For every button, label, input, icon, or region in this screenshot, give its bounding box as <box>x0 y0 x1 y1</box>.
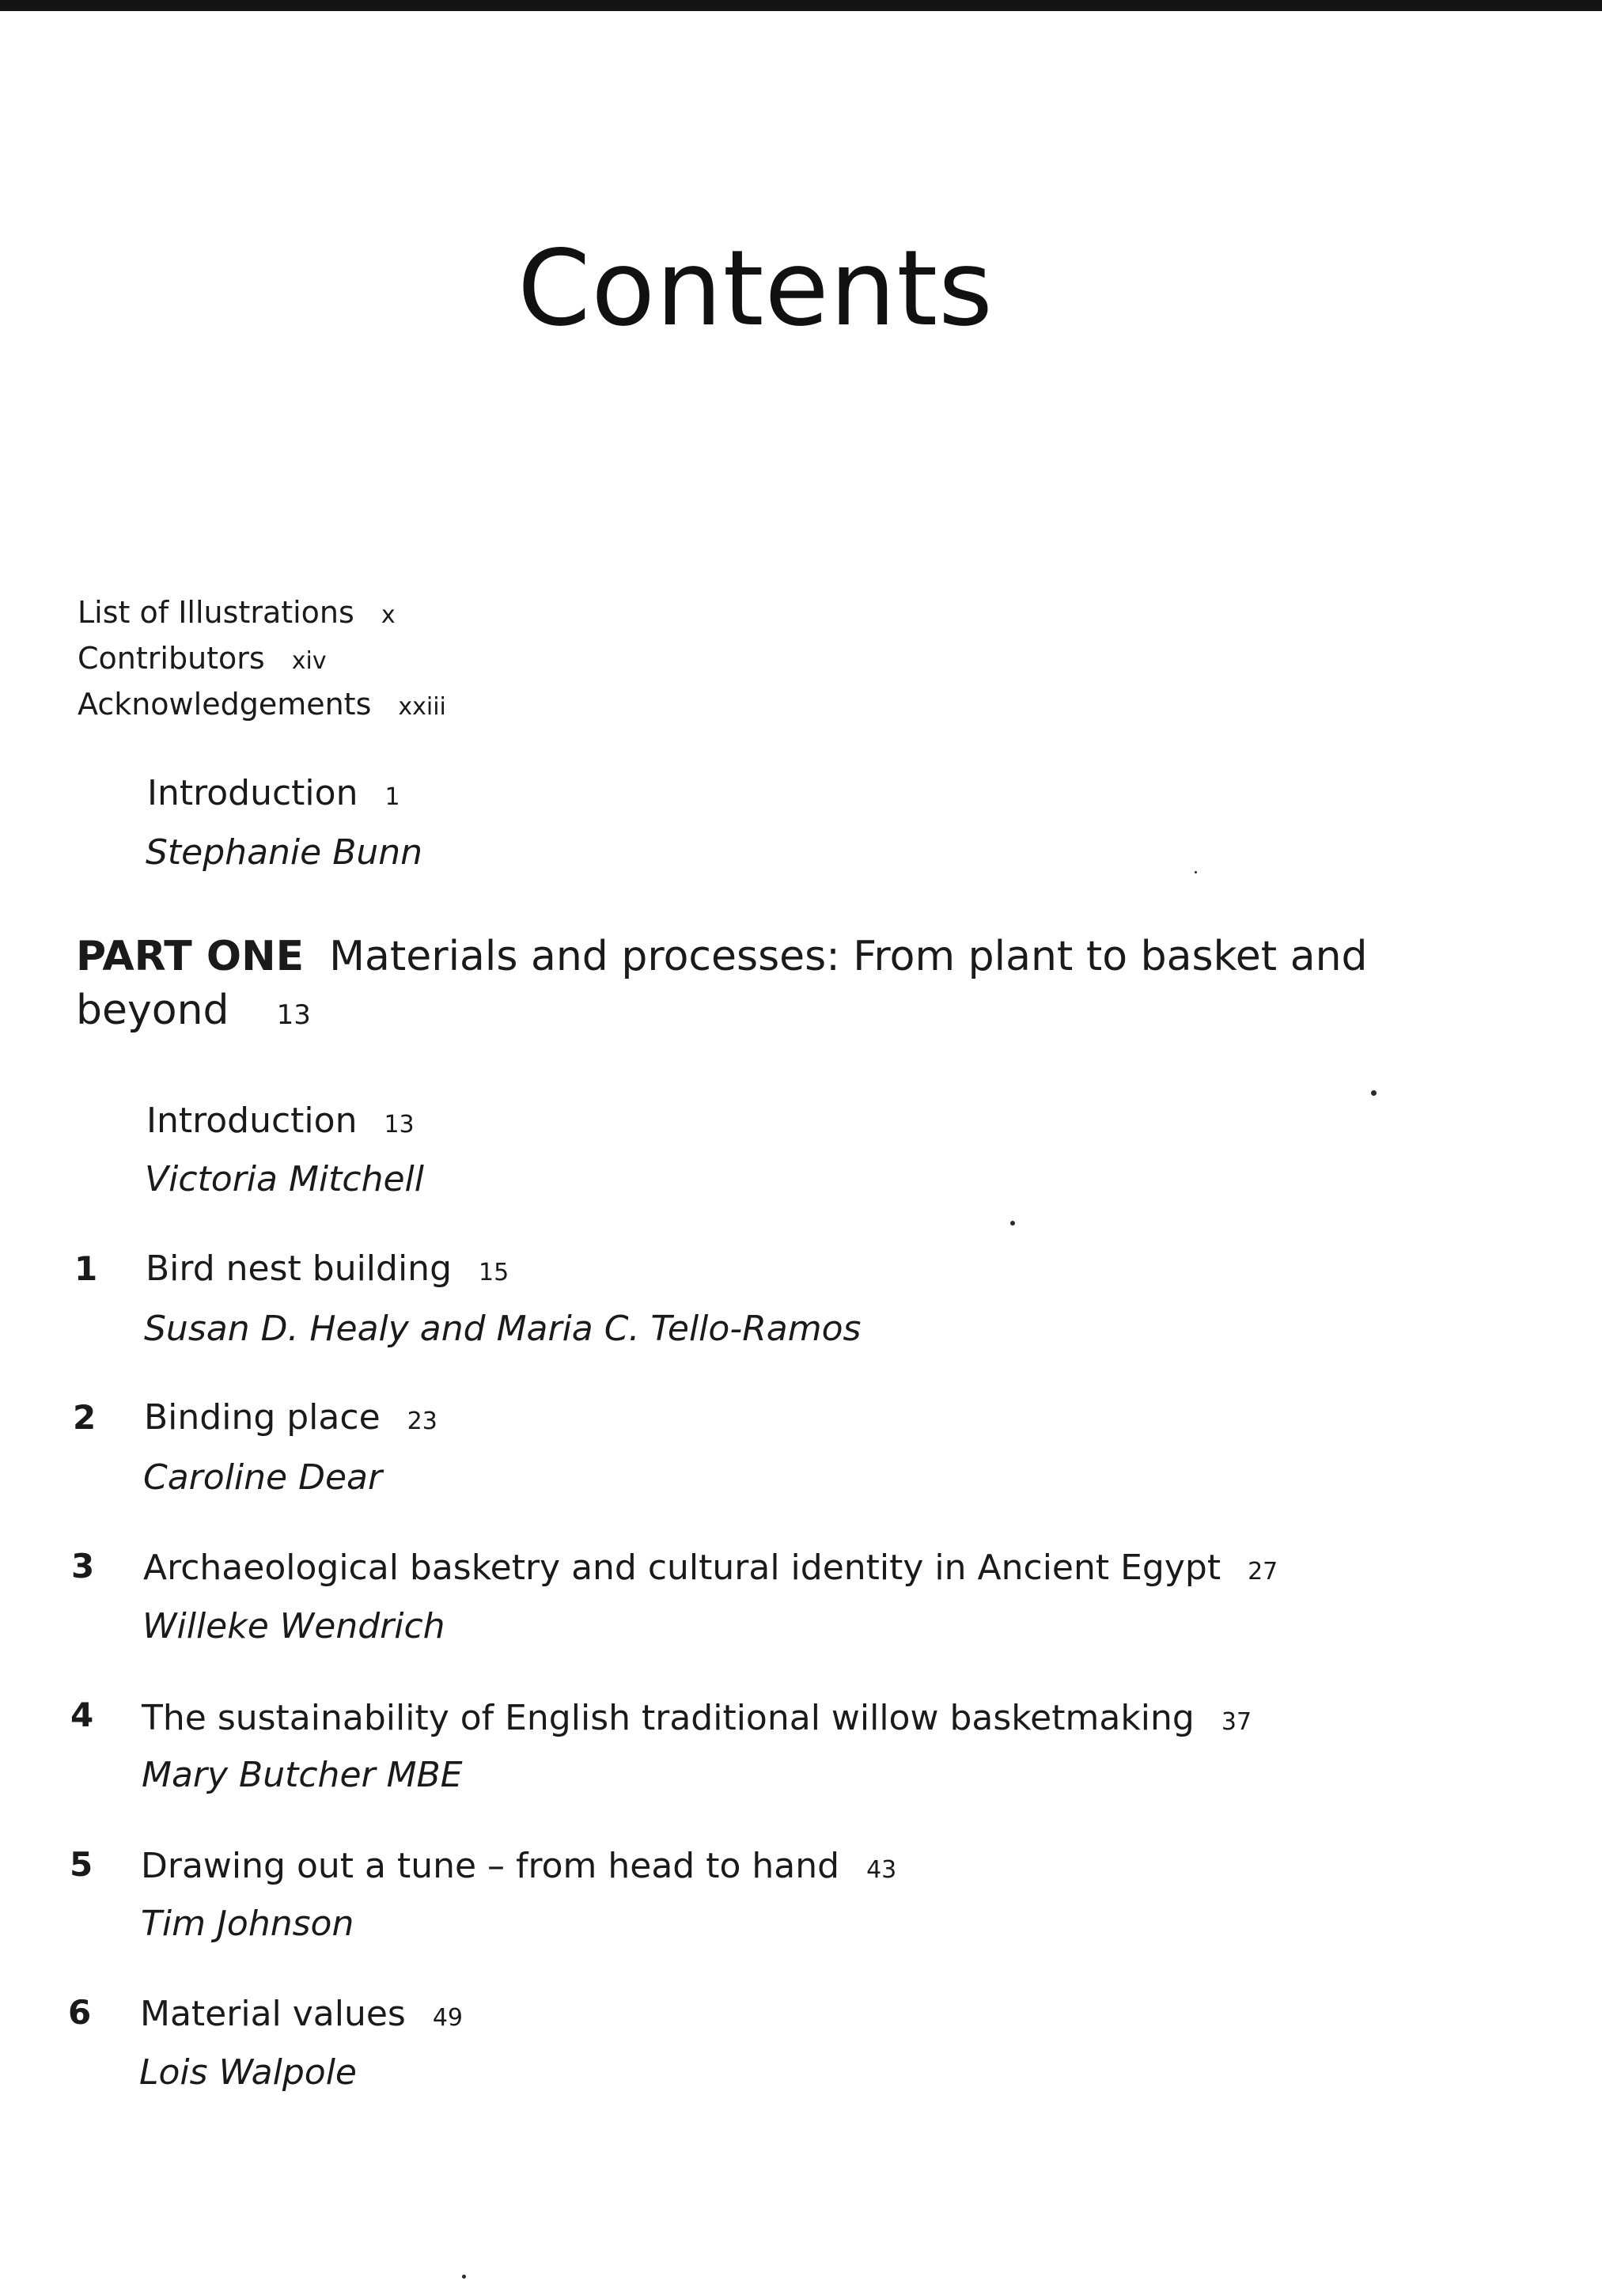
entry-title-text: Archaeological basketry and cultural identity in Ancient Egypt <box>143 1548 1221 1588</box>
entry-page: 1 <box>384 783 400 811</box>
entry-page: 43 <box>866 1856 897 1884</box>
entry-title-text: Bird nest building <box>146 1248 452 1289</box>
front-matter-page: xxiii <box>398 693 446 721</box>
entry-author: Tim Johnson <box>141 1904 354 1944</box>
toc-entry-introduction <box>147 771 400 820</box>
entry-page: 15 <box>479 1259 509 1286</box>
chapter-title <box>144 1396 437 1444</box>
part-title-line2: beyond <box>76 987 229 1034</box>
chapter-number: 5 <box>70 1845 93 1884</box>
entry-author: Willeke Wendrich <box>142 1606 445 1646</box>
entry-author: Lois Walpole <box>139 2052 357 2093</box>
page-title: Contents <box>517 228 994 350</box>
scan-speck <box>1195 871 1197 873</box>
entry-page: 27 <box>1248 1558 1278 1586</box>
chapter-title <box>146 1247 509 1295</box>
entry-author: Caroline Dear <box>143 1457 383 1498</box>
entry-page: 37 <box>1221 1708 1252 1736</box>
entry-title-text: Material values <box>140 1994 406 2034</box>
part-page: 13 <box>276 999 311 1031</box>
chapter-title <box>143 1546 1278 1594</box>
front-matter-label: Acknowledgements <box>78 687 372 722</box>
entry-title-text: Introduction <box>147 773 358 813</box>
entry-author: Stephanie Bunn <box>146 832 423 873</box>
chapter-number: 3 <box>71 1547 95 1586</box>
chapter-title <box>142 1696 1252 1745</box>
entry-title-text: Binding place <box>144 1397 381 1438</box>
entry-page: 23 <box>407 1408 437 1435</box>
chapter-number: 1 <box>74 1249 98 1288</box>
scan-speck <box>462 2275 466 2279</box>
part-title-line1: Materials and processes: From plant to basket and <box>329 933 1368 980</box>
entry-page: 13 <box>384 1111 415 1139</box>
front-matter-label: Contributors <box>78 641 265 676</box>
entry-title-text: Introduction <box>146 1101 358 1141</box>
entry-page: 49 <box>432 2004 464 2032</box>
scan-speck <box>1010 1221 1015 1226</box>
entry-title-text: Drawing out a tune – from head to hand <box>141 1846 840 1886</box>
toc-entry-part-introduction <box>146 1099 415 1147</box>
chapter-number: 2 <box>73 1398 97 1437</box>
scan-speck <box>1371 1090 1377 1096</box>
front-matter-label: List of Illustrations <box>78 595 354 630</box>
front-matter-item <box>78 593 396 635</box>
front-matter-item <box>78 685 446 726</box>
entry-author: Mary Butcher MBE <box>142 1755 463 1795</box>
chapter-number: 4 <box>70 1695 94 1734</box>
front-matter-page: xiv <box>291 647 327 675</box>
front-matter-page: x <box>381 601 396 629</box>
entry-author: Susan D. Healy and Maria C. Tello-Ramos <box>144 1309 862 1349</box>
top-edge-shadow <box>0 0 1602 11</box>
chapter-title <box>140 1992 463 2040</box>
part-label: PART ONE <box>76 933 305 980</box>
chapter-title <box>141 1844 896 1892</box>
entry-title-text: The sustainability of English traditional willow basketmaking <box>142 1698 1195 1738</box>
part-heading <box>76 930 1421 1042</box>
entry-author: Victoria Mitchell <box>145 1159 424 1199</box>
front-matter-item <box>78 639 327 680</box>
chapter-number: 6 <box>68 1993 92 2032</box>
